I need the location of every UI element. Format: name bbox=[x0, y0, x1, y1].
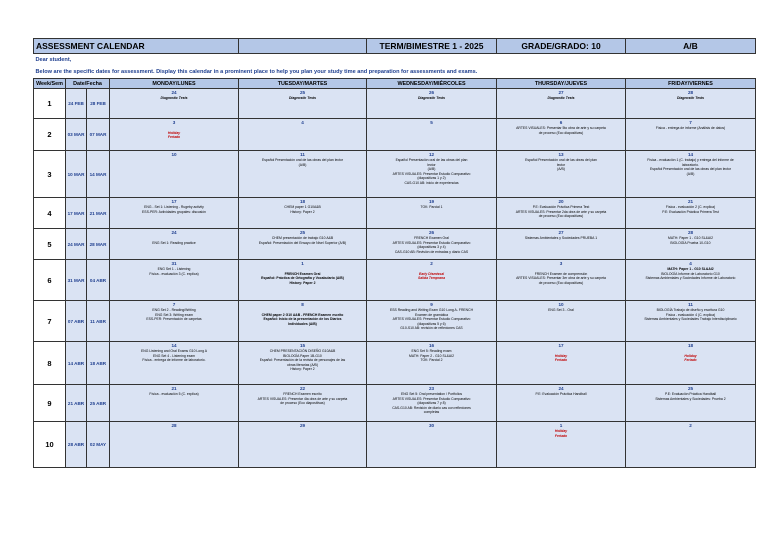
day-cell-fri bbox=[626, 119, 756, 151]
day-cell-tue bbox=[239, 422, 367, 468]
day-number: 29 bbox=[299, 423, 306, 428]
assessment-entry: lector bbox=[427, 162, 436, 167]
assessment-entry: Sistemas Ambientales y Sociedades Informe de Laboratorio bbox=[645, 276, 736, 281]
assessment-entry: TOK: Parcial 1 bbox=[420, 205, 443, 209]
assessment-calendar-sheet bbox=[33, 38, 755, 468]
day-cell-wed bbox=[367, 422, 497, 468]
day-cell-tue bbox=[239, 260, 367, 301]
day-cell-mon bbox=[110, 151, 239, 198]
holiday-label: Holiday bbox=[684, 353, 697, 358]
assessment-entry: P.E: Evaluación Práctica Primera Test bbox=[532, 205, 590, 209]
holiday-label: Holiday bbox=[554, 353, 568, 358]
day-cell-wed bbox=[367, 151, 497, 198]
assessment-entry: (A/B) bbox=[557, 167, 565, 172]
day-cell-wed bbox=[367, 260, 497, 301]
day-number: 18 bbox=[299, 199, 306, 204]
title-row bbox=[34, 39, 756, 54]
holiday-label: Holiday bbox=[554, 429, 568, 433]
week-end-date: 21 MAR bbox=[87, 198, 110, 229]
assessment-entry: de proceso (Eco diapositivas) bbox=[538, 130, 584, 135]
day-cell-fri bbox=[626, 342, 756, 385]
assessment-entry: (diapositivas 7 y 8) bbox=[417, 401, 446, 406]
assessment-entry: (diapositivas 1 y 2) bbox=[417, 176, 446, 181]
assessment-entry: completas bbox=[423, 410, 440, 415]
day-cell-thu bbox=[497, 422, 626, 468]
assessment-entry: FRENCH Examen escrito bbox=[283, 392, 322, 396]
day-number: 1 bbox=[301, 261, 304, 266]
assessment-entry: ENG Set 3: Writing exam bbox=[155, 312, 193, 317]
assessment-entry: MATH: Paper 1 - G10 SL&AI2 bbox=[667, 267, 714, 271]
day-number: 2 bbox=[689, 423, 692, 428]
day-cell-fri bbox=[626, 229, 756, 260]
week-start-date: 24 FEB bbox=[66, 89, 87, 119]
assessment-entry: BIOLOGÍA Paper 1B-G10 bbox=[283, 353, 322, 358]
day-number: 2 bbox=[430, 261, 433, 266]
day-cell-tue bbox=[239, 89, 367, 119]
day-cell-tue bbox=[239, 229, 367, 260]
week-row bbox=[34, 198, 756, 229]
day-cell-thu bbox=[497, 301, 626, 342]
section-label: A/B bbox=[626, 39, 756, 54]
assessment-entry: FRENCH Examen Oral bbox=[414, 236, 449, 240]
day-cell-fri bbox=[626, 422, 756, 468]
assessment-entry: CHEM presentación de trabajo G10 A&B bbox=[271, 236, 334, 240]
assessment-entry: Español Presentación oral de las obras del plan bbox=[395, 158, 468, 162]
col-week: Week/Sem bbox=[34, 79, 66, 89]
day-number: 4 bbox=[689, 261, 692, 266]
week-number: 7 bbox=[34, 301, 66, 342]
greeting-text: Dear student, bbox=[35, 57, 72, 63]
day-number: 14 bbox=[687, 152, 694, 157]
week-end-date: 07 MAR bbox=[87, 119, 110, 151]
week-start-date: 03 MAR bbox=[66, 119, 87, 151]
grade-label: GRADE/GRADO: 10 bbox=[497, 39, 626, 54]
holiday-label: Holiday bbox=[167, 130, 181, 135]
day-number: 13 bbox=[558, 152, 564, 157]
day-number: 17 bbox=[171, 199, 177, 204]
day-cell-thu bbox=[497, 119, 626, 151]
assessment-entry: CAS-G10 AB: Revisión de diario cas con reflexiones bbox=[392, 405, 471, 410]
assessment-entry: History: Paper 2 bbox=[289, 280, 316, 285]
day-cell-wed bbox=[367, 229, 497, 260]
day-cell-thu bbox=[497, 89, 626, 119]
day-cell-mon bbox=[110, 301, 239, 342]
col-tuesday: TUESDAY/MARTES bbox=[239, 79, 367, 89]
day-cell-thu bbox=[497, 229, 626, 260]
day-number: 21 bbox=[687, 199, 694, 204]
day-cell-mon bbox=[110, 89, 239, 119]
week-end-date: 11 ABR bbox=[87, 301, 110, 342]
assessment-entry: (A/B) bbox=[298, 162, 307, 167]
day-cell-fri bbox=[626, 151, 756, 198]
col-friday: FRIDAY/VIERNES bbox=[626, 79, 756, 89]
assessment-entry: Sistemas Ambientales y Sociedades: Prueba 2 bbox=[655, 396, 726, 401]
day-number: 11 bbox=[688, 302, 693, 307]
day-cell-thu bbox=[497, 385, 626, 422]
day-cell-wed bbox=[367, 89, 497, 119]
column-header-row bbox=[34, 79, 756, 89]
assessment-entry: BIOLOGÍA Informe de Laboratorio G10 bbox=[661, 271, 720, 276]
assessment-entry: Física - evaluación 4 (C. explica) bbox=[665, 312, 716, 317]
week-number: 4 bbox=[34, 198, 66, 229]
day-number: 15 bbox=[299, 343, 306, 348]
assessment-entry: CHEM PRESENTACIÓN DISEÑO G10A&B bbox=[269, 349, 336, 353]
week-row bbox=[34, 89, 756, 119]
week-number: 2 bbox=[34, 119, 66, 151]
day-number: 16 bbox=[428, 343, 435, 348]
day-cell-fri bbox=[626, 260, 756, 301]
day-cell-thu bbox=[497, 260, 626, 301]
assessment-entry: Física - entrega de informe de laboratorio. bbox=[142, 358, 206, 363]
day-number: 4 bbox=[301, 120, 304, 125]
assessment-entry: Física - evaluación 5 (C. explica) bbox=[149, 392, 199, 396]
day-number: 31 bbox=[171, 261, 177, 266]
week-end-date: 18 ABR bbox=[87, 342, 110, 385]
assessment-entry: CAS-G10 AB: inicio de experiencias bbox=[404, 180, 459, 185]
day-number: 18 bbox=[687, 343, 694, 348]
assessment-entry: Diagnostic Tests bbox=[676, 96, 704, 100]
holiday-label: Feriado bbox=[554, 433, 568, 438]
day-number: 5 bbox=[430, 120, 433, 125]
week-number: 5 bbox=[34, 229, 66, 260]
assessment-entry: Individuales (A/B) bbox=[288, 321, 317, 326]
assessment-entry: Diagnostic Tests bbox=[160, 96, 188, 100]
day-cell-mon bbox=[110, 119, 239, 151]
week-row bbox=[34, 229, 756, 260]
assessment-entry: lector bbox=[556, 162, 566, 167]
assessment-entry: ESS Reading and Writing Exam G10 Long A- FRENCH bbox=[389, 308, 474, 312]
assessment-entry: ARTES VISUALES: Presentar Estudio Comparativo bbox=[392, 396, 471, 401]
week-row bbox=[34, 422, 756, 468]
assessment-entry: Español: Presentación del Ensayo de Nivel Superior (A/B) bbox=[258, 240, 347, 245]
col-thursday: THURSDAY/JUEVES bbox=[497, 79, 626, 89]
week-end-date: 28 MAR bbox=[87, 229, 110, 260]
assessment-entry: de proceso (Eco diapositivas) bbox=[280, 401, 325, 406]
assessment-entry: Física - entrega de informe (Análisis de datos) bbox=[655, 126, 726, 130]
day-number: 19 bbox=[428, 199, 435, 204]
assessment-entry: ENG Set 2 - Reading/Writing bbox=[152, 308, 196, 312]
day-cell-mon bbox=[110, 260, 239, 301]
day-cell-mon bbox=[110, 198, 239, 229]
assessment-entry: MATH: Paper 2 - G10 SL&AI2 bbox=[409, 353, 454, 358]
assessment-entry: G10-S10 AB: revisión de reflexiones CAS bbox=[400, 326, 463, 331]
day-cell-thu bbox=[497, 342, 626, 385]
calendar-table bbox=[33, 38, 756, 468]
day-number: 26 bbox=[428, 90, 435, 95]
day-cell-mon bbox=[110, 385, 239, 422]
day-number: 1 bbox=[559, 423, 563, 428]
day-number: 30 bbox=[428, 423, 435, 428]
day-number: 28 bbox=[687, 230, 694, 235]
day-number: 24 bbox=[171, 230, 177, 235]
day-number: 20 bbox=[558, 199, 564, 204]
day-number: 24 bbox=[171, 90, 177, 95]
week-end-date: 04 ABR bbox=[87, 260, 110, 301]
assessment-entry: ARTES VISUALES: Presentar 5to obra de arte y su carpeta bbox=[516, 126, 606, 130]
day-number: 25 bbox=[299, 230, 306, 235]
day-number: 24 bbox=[558, 386, 564, 391]
calendar-title: ASSESSMENT CALENDAR bbox=[34, 39, 239, 54]
week-row bbox=[34, 260, 756, 301]
day-number: 9 bbox=[430, 302, 433, 307]
assessment-entry: Español: Práctica de Ortografía y Vocabulario (A/B) bbox=[261, 276, 344, 281]
week-row bbox=[34, 119, 756, 151]
col-wednesday: WEDNESDAY/MIÉRCOLES bbox=[367, 79, 497, 89]
assessment-entry: ARTES VISUALES: Presentar Estudio Comparativo bbox=[392, 240, 471, 245]
week-end-date: 02 MAY bbox=[87, 422, 110, 468]
week-number: 1 bbox=[34, 89, 66, 119]
assessment-entry: P.E: Evaluación Práctica Primera Test bbox=[662, 209, 719, 214]
term-label: TERM/BIMESTRE 1 - 2025 bbox=[367, 39, 497, 54]
week-end-date: 14 MAR bbox=[87, 151, 110, 198]
assessment-entry: ARTES VISUALES: Presentar Estudio Comparativo bbox=[392, 317, 471, 322]
assessment-entry: History: Paper 2 bbox=[290, 367, 315, 372]
assessment-entry: P.E: Evaluación Práctica Handball bbox=[535, 392, 587, 396]
assessment-entry: (A/B) bbox=[686, 171, 695, 176]
week-start-date: 07 ABR bbox=[66, 301, 87, 342]
day-cell-tue bbox=[239, 342, 367, 385]
day-number: 25 bbox=[687, 386, 694, 391]
day-cell-mon bbox=[110, 422, 239, 468]
assessment-entry: Diagnostic Tests bbox=[417, 96, 445, 100]
day-number: 3 bbox=[172, 120, 176, 125]
day-number: 27 bbox=[558, 230, 564, 235]
day-cell-wed bbox=[367, 301, 497, 342]
assessment-entry: Español Presentación oral de las obras del plan bbox=[525, 158, 597, 162]
assessment-entry: ENG Set 3 - Oral bbox=[548, 308, 574, 312]
assessment-entry: ARTES VISUALES: Presentar 3er obra de arte y su carpeta bbox=[516, 276, 606, 281]
assessment-entry: laboratorio. bbox=[682, 162, 699, 167]
day-number: 27 bbox=[558, 90, 564, 95]
week-row bbox=[34, 151, 756, 198]
week-start-date: 24 MAR bbox=[66, 229, 87, 260]
assessment-entry: Sistemas Ambientales y Sociedades PRUEBA 1 bbox=[524, 236, 598, 240]
week-row bbox=[34, 385, 756, 422]
week-number: 8 bbox=[34, 342, 66, 385]
day-cell-fri bbox=[626, 385, 756, 422]
day-cell-thu bbox=[497, 151, 626, 198]
week-row bbox=[34, 342, 756, 385]
day-cell-tue bbox=[239, 198, 367, 229]
assessment-entry: ENG Set 1 - Listening bbox=[157, 267, 191, 271]
week-number: 3 bbox=[34, 151, 66, 198]
day-cell-wed bbox=[367, 385, 497, 422]
week-start-date: 31 MAR bbox=[66, 260, 87, 301]
holiday-label: Feriado bbox=[167, 135, 181, 140]
assessment-entry: CAS-G10 AB: Revisión de entradas y diario CAS bbox=[394, 249, 469, 254]
assessment-entry: ARTES VISUALES: Presentar 4ta obra de arte y su carpeta bbox=[257, 396, 348, 401]
assessment-entry: ENG Listening and Oral Exams G10 Long A bbox=[141, 349, 207, 353]
week-start-date: 17 MAR bbox=[66, 198, 87, 229]
assessment-entry: ENG Set 5: Reading exam bbox=[411, 349, 452, 353]
day-number: 12 bbox=[428, 152, 435, 157]
day-number: 3 bbox=[559, 261, 563, 266]
day-number: 10 bbox=[558, 302, 564, 307]
assessment-entry: History: Paper 2 bbox=[290, 209, 315, 214]
assessment-entry: Diagnostic Tests bbox=[547, 96, 575, 100]
day-number: 17 bbox=[558, 343, 564, 348]
week-end-date: 25 ABR bbox=[87, 385, 110, 422]
assessment-entry: Diagnostic Tests bbox=[288, 96, 316, 100]
holiday-label: Feriado bbox=[684, 358, 697, 363]
day-cell-fri bbox=[626, 301, 756, 342]
week-start-date: 28 ABR bbox=[66, 422, 87, 468]
message-row bbox=[34, 66, 756, 79]
week-start-date: 10 MAR bbox=[66, 151, 87, 198]
day-number: 8 bbox=[301, 302, 304, 307]
week-number: 6 bbox=[34, 260, 66, 301]
day-cell-tue bbox=[239, 385, 367, 422]
assessment-entry: P.E: Evaluación Práctica Handball bbox=[664, 392, 716, 396]
day-cell-tue bbox=[239, 119, 367, 151]
assessment-entry: MATH: Paper 1 - G10 SL&AI2 bbox=[668, 236, 713, 240]
assessment-entry: FRENCH Examen de comprensión bbox=[534, 271, 588, 276]
assessment-entry: FRENCH Examen Oral bbox=[284, 271, 321, 276]
assessment-entry: ENG Set 4 - Listening exam bbox=[152, 353, 196, 358]
col-date: Date/Fecha bbox=[66, 79, 110, 89]
day-cell-thu bbox=[497, 198, 626, 229]
intro-message: Below are the specific dates for assessment. Display this calendar in a prominent place to help you plan your study time and preparation for assessments and exams. bbox=[35, 69, 478, 75]
holiday-label: Feriado bbox=[554, 358, 568, 363]
col-monday: MONDAY/LUNES bbox=[110, 79, 239, 89]
holiday-label: Early Dismissal bbox=[418, 271, 445, 276]
greeting-row bbox=[34, 54, 756, 67]
holiday-label: Salida Temprana bbox=[417, 276, 445, 281]
assessment-entry: ARTES VISUALES: Presentar Estudio Comparativo bbox=[392, 171, 471, 176]
assessment-entry: (diapositivas 5 y 6) bbox=[417, 321, 446, 326]
assessment-entry: Física - evaluación 2 (C. explica) bbox=[665, 205, 716, 209]
day-number: 11 bbox=[300, 152, 305, 157]
assessment-entry: Español Presentación oral de las obras del plan lector bbox=[649, 167, 732, 172]
day-cell-tue bbox=[239, 301, 367, 342]
week-end-date: 28 FEB bbox=[87, 89, 110, 119]
week-start-date: 14 ABR bbox=[66, 342, 87, 385]
assessment-entry: (diapositivas 3 y 4) bbox=[417, 245, 446, 250]
assessment-entry: ENG Set 5: Oral presentation / Portfolios bbox=[400, 392, 463, 396]
assessment-entry: obras literarias (A/B) bbox=[287, 362, 318, 367]
day-number: 7 bbox=[689, 120, 692, 125]
day-number: 22 bbox=[299, 386, 306, 391]
empty-header-cell bbox=[239, 39, 367, 54]
assessment-entry: ESS-PER: Actividades grupales: discusión bbox=[142, 209, 206, 214]
assessment-entry: ENG - Set 1: Listening - Rugeby activity bbox=[144, 205, 204, 209]
assessment-entry: Sistemas Ambientales y Sociedades Trabajo Interdisciplinario bbox=[644, 317, 737, 322]
day-number: 25 bbox=[299, 90, 306, 95]
day-number: 21 bbox=[171, 386, 177, 391]
assessment-entry: (A/B) bbox=[427, 167, 436, 172]
day-cell-fri bbox=[626, 198, 756, 229]
week-start-date: 21 ABR bbox=[66, 385, 87, 422]
day-cell-mon bbox=[110, 229, 239, 260]
assessment-entry: CHEM paper 2 G10 A&B - FRENCH Examen escrito bbox=[261, 312, 344, 317]
day-number: 6 bbox=[559, 120, 563, 125]
day-cell-mon bbox=[110, 342, 239, 385]
assessment-entry: Español Presentación oral de las obras del plan lector bbox=[261, 158, 344, 162]
day-number: 10 bbox=[171, 152, 177, 157]
assessment-entry: BIOLOGÍA Trabajo de diseño y escritura G10 bbox=[656, 308, 725, 312]
day-number: 28 bbox=[687, 90, 694, 95]
assessment-entry: Física - evaluación 3 (C. explica) bbox=[149, 271, 199, 276]
assessment-entry: de proceso (Eco diapositivas) bbox=[538, 214, 584, 219]
day-number: 26 bbox=[428, 230, 435, 235]
day-cell-wed bbox=[367, 119, 497, 151]
day-cell-fri bbox=[626, 89, 756, 119]
assessment-entry: BIOLOGÍA Prueba 10-G10 bbox=[670, 240, 711, 245]
assessment-entry: Física - evaluación 1 (C. trabajo) y entrega del informe de bbox=[647, 158, 734, 162]
assessment-entry: Examen de gramática bbox=[415, 312, 448, 317]
day-number: 7 bbox=[172, 302, 176, 307]
day-cell-tue bbox=[239, 151, 367, 198]
week-number: 9 bbox=[34, 385, 66, 422]
day-number: 14 bbox=[171, 343, 177, 348]
week-row bbox=[34, 301, 756, 342]
week-number: 10 bbox=[34, 422, 66, 468]
assessment-entry: CHEM paper 1 G10A&B bbox=[284, 205, 321, 209]
day-cell-wed bbox=[367, 342, 497, 385]
assessment-entry: TOK: Parcial 2 bbox=[420, 358, 443, 363]
assessment-entry: Español: Inicio de la presentación de los Diarios bbox=[263, 317, 342, 322]
assessment-entry: ARTES VISUALES: Presentar 2da obra de arte y su carpeta bbox=[515, 209, 607, 214]
day-cell-wed bbox=[367, 198, 497, 229]
assessment-entry: de proceso (Eco diapositivas) bbox=[538, 280, 584, 285]
assessment-entry: ENG Set 1: Reading practice bbox=[152, 240, 196, 245]
assessment-entry: Español: Presentación de la revista de personajes de las bbox=[259, 358, 346, 363]
day-number: 23 bbox=[428, 386, 435, 391]
assessment-entry: ESS-PER: Presentación de carpetas bbox=[146, 317, 202, 322]
day-number: 28 bbox=[171, 423, 177, 428]
